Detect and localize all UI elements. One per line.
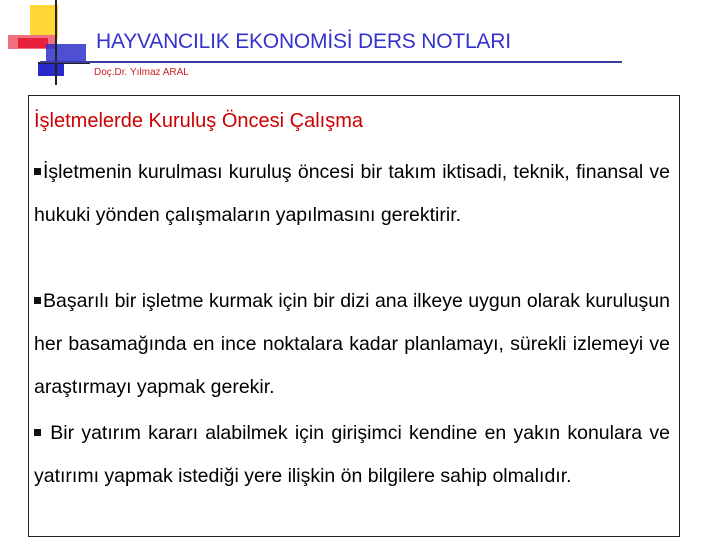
logo-blue-bar bbox=[38, 64, 64, 76]
document-title: HAYVANCILIK EKONOMİSİ DERS NOTLARI bbox=[96, 30, 511, 53]
logo-red-block bbox=[18, 38, 48, 48]
decorative-logo bbox=[0, 0, 90, 85]
square-bullet-icon bbox=[34, 429, 41, 436]
paragraph-text: Bir yatırım kararı alabilmek için girişimci kendine en yakın konulara ve yatırımı yapmak istediği yere ilişkin ön bilgilere sahip olmalıdır. bbox=[34, 422, 670, 487]
author-name: Doç.Dr. Yılmaz ARAL bbox=[94, 67, 189, 78]
logo-blue-square bbox=[46, 44, 86, 62]
paragraph-3 bbox=[34, 412, 670, 498]
logo-vertical-line bbox=[55, 0, 57, 85]
paragraph-text: İşletmenin kurulması kuruluş öncesi bir takım iktisadi, teknik, finansal ve hukuki yönden çalışmaların yapılmasını gerektirir. bbox=[34, 161, 670, 226]
square-bullet-icon bbox=[34, 168, 41, 175]
paragraph-text: Başarılı bir işletme kurmak için bir dizi ana ilkeye uygun olarak kuruluşun her basamağında en ince noktalara kadar planlamayı, sürekli izlemeyi ve araştırmayı yapmak gerekir. bbox=[34, 290, 670, 398]
paragraph-1 bbox=[34, 151, 670, 237]
section-heading: İşletmelerde Kuruluş Öncesi Çalışma bbox=[34, 110, 364, 132]
title-underline bbox=[40, 61, 622, 63]
paragraph-2 bbox=[34, 280, 670, 409]
square-bullet-icon bbox=[34, 297, 41, 304]
logo-yellow-square bbox=[30, 5, 58, 39]
